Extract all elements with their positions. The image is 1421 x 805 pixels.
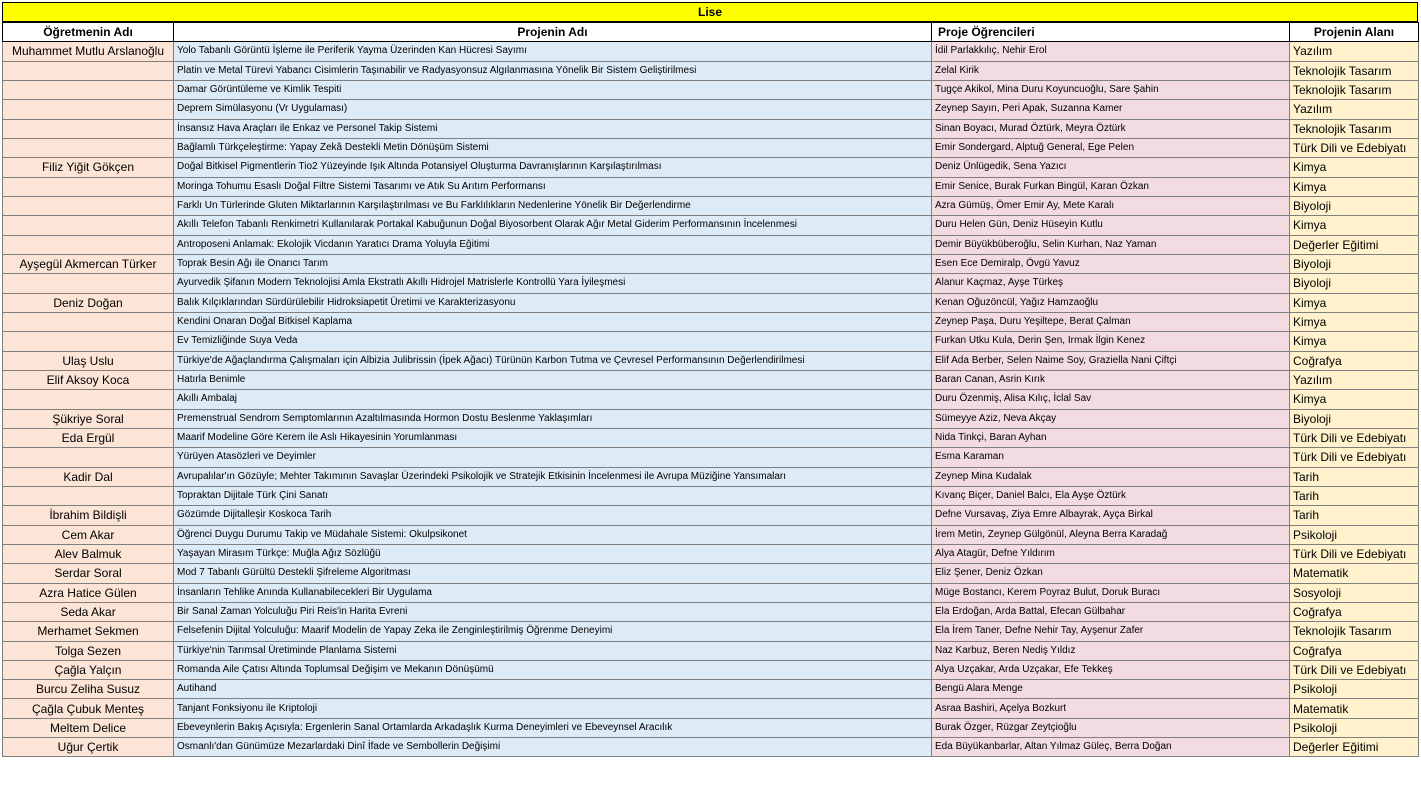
project-cell[interactable]: Bir Sanal Zaman Yolculuğu Piri Reis'in Harita Evreni <box>174 602 932 621</box>
field-cell[interactable]: Kimya <box>1290 332 1419 351</box>
table-row <box>3 641 1419 660</box>
field-cell[interactable]: Tarih <box>1290 506 1419 525</box>
field-cell[interactable]: Tarih <box>1290 467 1419 486</box>
students-cell[interactable]: Alanur Kaçmaz, Ayşe Türkeş <box>932 274 1290 293</box>
students-cell[interactable]: Duru Özenmiş, Alisa Kılıç, İclal Sav <box>932 390 1290 409</box>
students-cell[interactable]: Baran Canan, Asrin Kırık <box>932 370 1290 389</box>
field-cell[interactable]: Coğrafya <box>1290 641 1419 660</box>
students-cell[interactable]: Sümeyye Aziz, Neva Akçay <box>932 409 1290 428</box>
students-cell[interactable]: Duru Helen Gün, Deniz Hüseyin Kutlu <box>932 216 1290 235</box>
field-cell[interactable]: Coğrafya <box>1290 351 1419 370</box>
teacher-cell[interactable]: Kadir Dal <box>3 467 174 486</box>
table-row <box>3 235 1419 254</box>
table-row <box>3 254 1419 273</box>
table-row <box>3 448 1419 467</box>
students-cell[interactable]: Alya Uzçakar, Arda Uzçakar, Efe Tekkeş <box>932 660 1290 679</box>
table-row <box>3 718 1419 737</box>
project-cell[interactable]: Bağlamlı Türkçeleştirme: Yapay Zekâ Destekli Metin Dönüşüm Sistemi <box>174 138 932 157</box>
field-cell[interactable]: Türk Dili ve Edebiyatı <box>1290 448 1419 467</box>
students-cell[interactable]: Eda Büyükanbarlar, Altan Yılmaz Güleç, Berra Doğan <box>932 738 1290 757</box>
project-cell[interactable]: Mod 7 Tabanlı Gürültü Destekli Şifreleme Algoritması <box>174 564 932 583</box>
table-row <box>3 428 1419 447</box>
teacher-cell[interactable]: İbrahim Bildişli <box>3 506 174 525</box>
project-cell[interactable]: Romanda Aile Çatısı Altında Toplumsal Değişim ve Mekanın Dönüşümü <box>174 660 932 679</box>
field-cell[interactable]: Kimya <box>1290 390 1419 409</box>
table-row <box>3 370 1419 389</box>
project-cell[interactable]: Osmanlı'dan Günümüze Mezarlardaki Dinî İfade ve Sembollerin Değişimi <box>174 738 932 757</box>
project-cell[interactable]: Tanjant Fonksiyonu ile Kriptoloji <box>174 699 932 718</box>
students-cell[interactable]: Burak Özger, Rüzgar Zeytçioğlu <box>932 718 1290 737</box>
project-cell[interactable]: Yaşayan Mirasım Türkçe: Muğla Ağız Sözlüğü <box>174 544 932 563</box>
table-row <box>3 100 1419 119</box>
project-cell[interactable]: Platin ve Metal Türevi Yabancı Cisimlerin Taşınabilir ve Radyasyonsuz Algılanmasına Yönelik Bir Sistem Geliştirilmesi <box>174 61 932 80</box>
table-row <box>3 293 1419 312</box>
field-cell[interactable]: Tarih <box>1290 486 1419 505</box>
teacher-cell[interactable] <box>3 61 174 80</box>
students-cell[interactable]: Deniz Ünlügedik, Sena Yazıcı <box>932 158 1290 177</box>
project-cell[interactable]: Premenstrual Sendrom Semptomlarının Azaltılmasında Hormon Dostu Beslenme Yaklaşımları <box>174 409 932 428</box>
field-cell[interactable]: Coğrafya <box>1290 602 1419 621</box>
project-cell[interactable]: Öğrenci Duygu Durumu Takip ve Müdahale Sistemi: Okulpsikonet <box>174 525 932 544</box>
table-row <box>3 583 1419 602</box>
teacher-cell[interactable]: Filiz Yiğit Gökçen <box>3 158 174 177</box>
teacher-cell[interactable]: Deniz Doğan <box>3 293 174 312</box>
table-row <box>3 274 1419 293</box>
teacher-cell[interactable]: Çağla Yalçın <box>3 660 174 679</box>
teacher-cell[interactable] <box>3 196 174 215</box>
students-cell[interactable]: Defne Vursavaş, Ziya Emre Albayrak, Ayça Birkal <box>932 506 1290 525</box>
teacher-cell[interactable] <box>3 119 174 138</box>
table-row <box>3 525 1419 544</box>
table-row <box>3 506 1419 525</box>
table-row <box>3 158 1419 177</box>
teacher-cell[interactable] <box>3 312 174 331</box>
teacher-cell[interactable] <box>3 235 174 254</box>
field-cell[interactable]: Biyoloji <box>1290 274 1419 293</box>
teacher-cell[interactable]: Uğur Çertik <box>3 738 174 757</box>
field-cell[interactable]: Türk Dili ve Edebiyatı <box>1290 544 1419 563</box>
project-cell[interactable]: Ev Temizliğinde Suya Veda <box>174 332 932 351</box>
table-row <box>3 312 1419 331</box>
field-cell[interactable]: Kimya <box>1290 158 1419 177</box>
project-cell[interactable]: Yürüyen Atasözleri ve Deyimler <box>174 448 932 467</box>
field-cell[interactable]: Psikoloji <box>1290 680 1419 699</box>
students-cell[interactable]: Zeynep Paşa, Duru Yeşiltepe, Berat Çalman <box>932 312 1290 331</box>
students-cell[interactable]: Zeynep Sayın, Peri Apak, Suzanna Kamer <box>932 100 1290 119</box>
project-cell[interactable]: Ayurvedik Şifanın Modern Teknolojisi Amla Ekstratlı Akıllı Hidrojel Matrislerle Kontrollü Yara İyileşmesi <box>174 274 932 293</box>
field-cell[interactable]: Matematik <box>1290 564 1419 583</box>
project-cell[interactable]: Türkiye'de Ağaçlandırma Çalışmaları için Albizia Julibrissin (İpek Ağacı) Türünün Karbon Tutma ve Çevresel Performansının Değerlendirilmesi <box>174 351 932 370</box>
project-cell[interactable]: Kendini Onaran Doğal Bitkisel Kaplama <box>174 312 932 331</box>
header-teacher[interactable]: Öğretmenin Adı <box>3 23 174 42</box>
field-cell[interactable]: Psikoloji <box>1290 718 1419 737</box>
teacher-cell[interactable] <box>3 100 174 119</box>
project-cell[interactable]: Avrupalılar'ın Gözüyle; Mehter Takımının Savaşlar Üzerindeki Psikolojik ve Stratejik Etkisinin İncelenmesi ile Avrupa Müziğine Yansımaları <box>174 467 932 486</box>
teacher-cell[interactable]: Burcu Zeliha Susuz <box>3 680 174 699</box>
table-row <box>3 177 1419 196</box>
students-cell[interactable]: Eliz Şener, Deniz Özkan <box>932 564 1290 583</box>
teacher-cell[interactable] <box>3 486 174 505</box>
project-cell[interactable]: Balık Kılçıklarından Sürdürülebilir Hidroksiapetit Üretimi ve Karakterizasyonu <box>174 293 932 312</box>
project-cell[interactable]: Maarif Modeline Göre Kerem ile Aslı Hikayesinin Yorumlanması <box>174 428 932 447</box>
table-row <box>3 680 1419 699</box>
project-cell[interactable]: Doğal Bitkisel Pigmentlerin Tio2 Yüzeyinde Işık Altında Potansiyel Oluşturma Davranışlarının Karşılaştırılması <box>174 158 932 177</box>
field-cell[interactable]: Yazılım <box>1290 370 1419 389</box>
header-row <box>3 23 1419 42</box>
field-cell[interactable]: Teknolojik Tasarım <box>1290 61 1419 80</box>
students-cell[interactable]: Emir Sondergard, Alptuğ General, Ege Pelen <box>932 138 1290 157</box>
teacher-cell[interactable]: Azra Hatice Gülen <box>3 583 174 602</box>
project-cell[interactable]: Topraktan Dijitale Türk Çini Sanatı <box>174 486 932 505</box>
teacher-cell[interactable]: Ulaş Uslu <box>3 351 174 370</box>
project-cell[interactable]: Moringa Tohumu Esaslı Doğal Filtre Sistemi Tasarımı ve Atık Su Arıtım Performansı <box>174 177 932 196</box>
teacher-cell[interactable]: Muhammet Mutlu Arslanoğlu <box>3 42 174 61</box>
students-cell[interactable]: Tugçe Akikol, Mina Duru Koyuncuoğlu, Sare Şahin <box>932 80 1290 99</box>
table-row <box>3 622 1419 641</box>
projects-table <box>2 22 1419 757</box>
field-cell[interactable]: Türk Dili ve Edebiyatı <box>1290 660 1419 679</box>
field-cell[interactable]: Teknolojik Tasarım <box>1290 622 1419 641</box>
students-cell[interactable]: Kenan Oğuzöncül, Yağız Hamzaoğlu <box>932 293 1290 312</box>
teacher-cell[interactable] <box>3 216 174 235</box>
students-cell[interactable]: Azra Gümüş, Ömer Emir Ay, Mete Karalı <box>932 196 1290 215</box>
table-row <box>3 332 1419 351</box>
field-cell[interactable]: Yazılım <box>1290 100 1419 119</box>
project-cell[interactable]: Autihand <box>174 680 932 699</box>
field-cell[interactable]: Değerler Eğitimi <box>1290 738 1419 757</box>
sheet-title[interactable]: Lise <box>2 2 1418 22</box>
teacher-cell[interactable] <box>3 448 174 467</box>
field-cell[interactable]: Matematik <box>1290 699 1419 718</box>
field-cell[interactable]: Biyoloji <box>1290 196 1419 215</box>
teacher-cell[interactable]: Serdar Soral <box>3 564 174 583</box>
students-cell[interactable]: Asraa Bashiri, Açelya Bozkurt <box>932 699 1290 718</box>
project-cell[interactable]: Ebeveynlerin Bakış Açısıyla: Ergenlerin Sanal Ortamlarda Arkadaşlık Kurma Deneyimleri ve Ebeveynsel Aracılık <box>174 718 932 737</box>
header-students[interactable]: Proje Öğrencileri <box>932 23 1290 42</box>
project-cell[interactable]: Deprem Simülasyonu (Vr Uygulaması) <box>174 100 932 119</box>
table-row <box>3 42 1419 61</box>
table-row <box>3 602 1419 621</box>
field-cell[interactable]: Türk Dili ve Edebiyatı <box>1290 138 1419 157</box>
field-cell[interactable]: Sosyoloji <box>1290 583 1419 602</box>
project-cell[interactable]: İnsanların Tehlike Anında Kullanabilecekleri Bir Uygulama <box>174 583 932 602</box>
students-cell[interactable]: Naz Karbuz, Beren Nediş Yıldız <box>932 641 1290 660</box>
teacher-cell[interactable] <box>3 332 174 351</box>
project-cell[interactable]: Akıllı Telefon Tabanlı Renkimetri Kullanılarak Portakal Kabuğunun Doğal Biyosorbent Olarak Ağır Metal Giderim Performansının İncelenmesi <box>174 216 932 235</box>
table-row <box>3 486 1419 505</box>
teacher-cell[interactable] <box>3 274 174 293</box>
project-cell[interactable]: Antroposeni Anlamak: Ekolojik Vicdanın Yaratıcı Drama Yoluyla Eğitimi <box>174 235 932 254</box>
teacher-cell[interactable]: Tolga Sezen <box>3 641 174 660</box>
field-cell[interactable]: Teknolojik Tasarım <box>1290 119 1419 138</box>
teacher-cell[interactable]: Seda Akar <box>3 602 174 621</box>
students-cell[interactable]: Esma Karaman <box>932 448 1290 467</box>
students-cell[interactable]: Ela Erdoğan, Arda Battal, Efecan Gülbahar <box>932 602 1290 621</box>
students-cell[interactable]: Esen Ece Demiralp, Övgü Yavuz <box>932 254 1290 273</box>
field-cell[interactable]: Kimya <box>1290 312 1419 331</box>
header-field[interactable]: Projenin Alanı <box>1290 23 1419 42</box>
project-cell[interactable]: Hatırla Benimle <box>174 370 932 389</box>
teacher-cell[interactable] <box>3 177 174 196</box>
table-row <box>3 390 1419 409</box>
field-cell[interactable]: Değerler Eğitimi <box>1290 235 1419 254</box>
students-cell[interactable]: Emir Senice, Burak Furkan Bingül, Karan Özkan <box>932 177 1290 196</box>
students-cell[interactable]: Demir Büyükbüberoğlu, Selin Kurhan, Naz Yaman <box>932 235 1290 254</box>
table-row <box>3 119 1419 138</box>
teacher-cell[interactable]: Merhamet Sekmen <box>3 622 174 641</box>
table-row <box>3 467 1419 486</box>
project-cell[interactable]: Yolo Tabanlı Görüntü İşleme ile Periferik Yayma Üzerinden Kan Hücresi Sayımı <box>174 42 932 61</box>
field-cell[interactable]: Kimya <box>1290 216 1419 235</box>
teacher-cell[interactable]: Meltem Delice <box>3 718 174 737</box>
students-cell[interactable]: Alya Atagür, Defne Yıldırım <box>932 544 1290 563</box>
field-cell[interactable]: Teknolojik Tasarım <box>1290 80 1419 99</box>
teacher-cell[interactable] <box>3 138 174 157</box>
field-cell[interactable]: Biyoloji <box>1290 254 1419 273</box>
project-cell[interactable]: Farklı Un Türlerinde Gluten Miktarlarının Karşılaştırılması ve Bu Farklılıkların Nedenlerine Yönelik Bir Değerlendirme <box>174 196 932 215</box>
students-cell[interactable]: Kıvanç Biçer, Daniel Balcı, Ela Ayşe Öztürk <box>932 486 1290 505</box>
table-row <box>3 409 1419 428</box>
table-row <box>3 660 1419 679</box>
table-row <box>3 699 1419 718</box>
project-cell[interactable]: Türkiye'nin Tarımsal Üretiminde Planlama Sistemi <box>174 641 932 660</box>
students-cell[interactable]: Furkan Utku Kula, Derin Şen, Irmak İlgin Kenez <box>932 332 1290 351</box>
students-cell[interactable]: Ela İrem Taner, Defne Nehir Tay, Ayşenur Zafer <box>932 622 1290 641</box>
table-row <box>3 564 1419 583</box>
teacher-cell[interactable]: Ayşegül Akmercan Türker <box>3 254 174 273</box>
teacher-cell[interactable]: Elif Aksoy Koca <box>3 370 174 389</box>
table-row <box>3 216 1419 235</box>
teacher-cell[interactable]: Eda Ergül <box>3 428 174 447</box>
field-cell[interactable]: Türk Dili ve Edebiyatı <box>1290 428 1419 447</box>
teacher-cell[interactable] <box>3 80 174 99</box>
teacher-cell[interactable]: Çağla Çubuk Menteş <box>3 699 174 718</box>
teacher-cell[interactable]: Alev Balmuk <box>3 544 174 563</box>
field-cell[interactable]: Kimya <box>1290 293 1419 312</box>
project-cell[interactable]: Toprak Besin Ağı ile Onarıcı Tarım <box>174 254 932 273</box>
teacher-cell[interactable]: Cem Akar <box>3 525 174 544</box>
table-row <box>3 351 1419 370</box>
table-row <box>3 544 1419 563</box>
project-cell[interactable]: Damar Görüntüleme ve Kimlik Tespiti <box>174 80 932 99</box>
spreadsheet <box>2 2 1418 757</box>
field-cell[interactable]: Biyoloji <box>1290 409 1419 428</box>
students-cell[interactable]: Müge Bostancı, Kerem Poyraz Bulut, Doruk Buracı <box>932 583 1290 602</box>
table-row <box>3 196 1419 215</box>
teacher-cell[interactable]: Şükriye Soral <box>3 409 174 428</box>
table-row <box>3 138 1419 157</box>
students-cell[interactable]: Elif Ada Berber, Selen Naime Soy, Graziella Nani Çiftçi <box>932 351 1290 370</box>
teacher-cell[interactable] <box>3 390 174 409</box>
header-project[interactable]: Projenin Adı <box>174 23 932 42</box>
project-cell[interactable]: İnsansız Hava Araçları ile Enkaz ve Personel Takip Sistemi <box>174 119 932 138</box>
students-cell[interactable]: İdil Parlakkılıç, Nehir Erol <box>932 42 1290 61</box>
students-cell[interactable]: Sinan Boyacı, Murad Öztürk, Meyra Öztürk <box>932 119 1290 138</box>
students-cell[interactable]: Nida Tinkçi, Baran Ayhan <box>932 428 1290 447</box>
students-cell[interactable]: Bengü Alara Menge <box>932 680 1290 699</box>
students-cell[interactable]: Zelal Kirik <box>932 61 1290 80</box>
table-row <box>3 738 1419 757</box>
project-cell[interactable]: Akıllı Ambalaj <box>174 390 932 409</box>
field-cell[interactable]: Yazılım <box>1290 42 1419 61</box>
field-cell[interactable]: Kimya <box>1290 177 1419 196</box>
students-cell[interactable]: Zeynep Mina Kudalak <box>932 467 1290 486</box>
students-cell[interactable]: İrem Metin, Zeynep Gülgönül, Aleyna Berra Karadağ <box>932 525 1290 544</box>
table-row <box>3 80 1419 99</box>
project-cell[interactable]: Gözümde Dijitalleşir Koskoca Tarih <box>174 506 932 525</box>
project-cell[interactable]: Felsefenin Dijital Yolculuğu: Maarif Modelin de Yapay Zeka ile Zenginleştirilmiş Öğrenme Deneyimi <box>174 622 932 641</box>
table-row <box>3 61 1419 80</box>
field-cell[interactable]: Psikoloji <box>1290 525 1419 544</box>
